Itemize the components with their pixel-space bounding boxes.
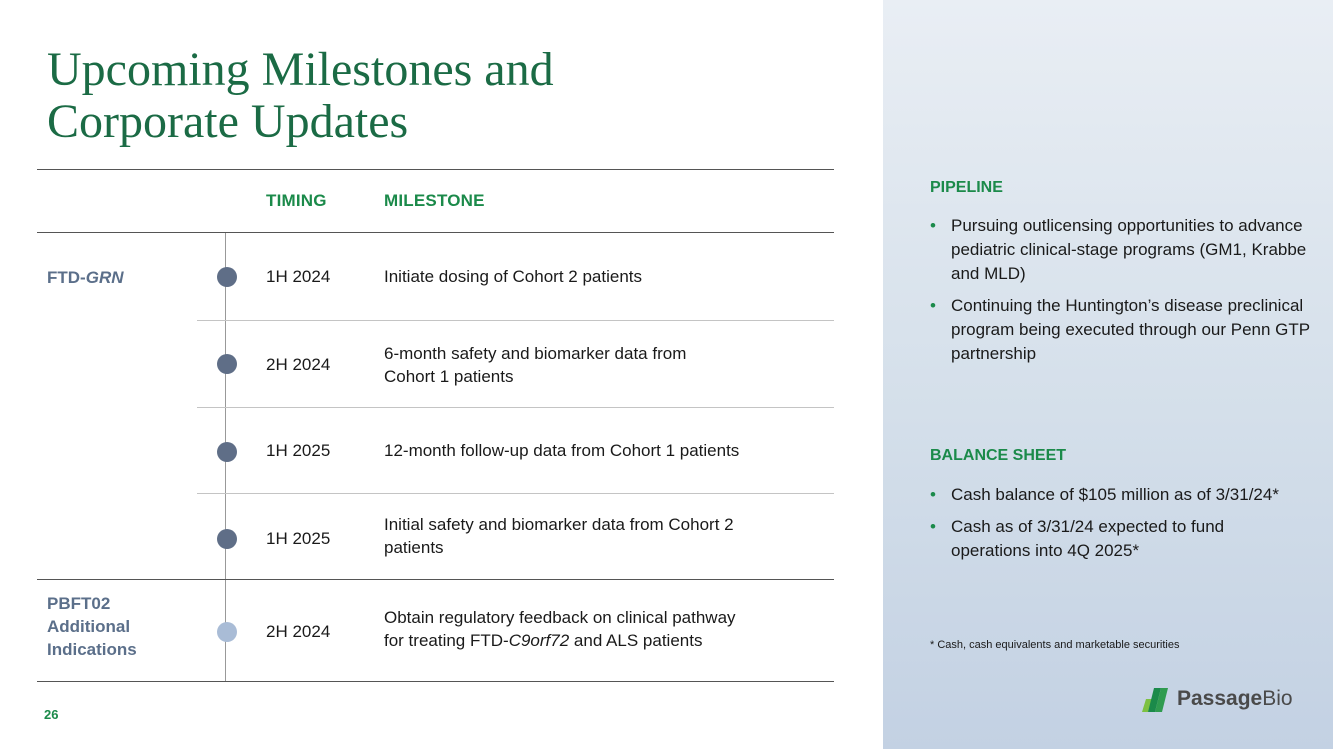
row-milestone: Initiate dosing of Cohort 2 patients	[384, 267, 642, 286]
title-line-2: Corporate Updates	[47, 95, 409, 148]
row-timing: 2H 2024	[266, 355, 331, 374]
header-milestone: MILESTONE	[384, 191, 485, 210]
table-bottom-rule	[37, 681, 834, 682]
passage-bio-logo-icon	[1141, 686, 1171, 712]
logo-word-bio: Bio	[1262, 687, 1293, 710]
group-rule	[37, 579, 834, 580]
timeline-dot	[217, 442, 237, 462]
row-milestone: Initial safety and biomarker data from Cohort 2 patients	[384, 515, 734, 557]
timeline-dot	[217, 622, 237, 642]
pipeline-bullet-list	[930, 214, 1310, 374]
header-rule	[37, 232, 834, 233]
page-title	[47, 44, 827, 148]
balance-bullet-list	[930, 483, 1290, 571]
row-timing: 2H 2024	[266, 622, 331, 641]
row-milestone: Obtain regulatory feedback on clinical pathway for treating FTD-C9orf72 and ALS patients	[384, 608, 736, 650]
row-timing: 1H 2025	[266, 529, 331, 548]
timeline-dot	[217, 267, 237, 287]
pipeline-heading: PIPELINE	[930, 179, 1003, 196]
group-label-ftd-grn: FTD-GRN	[47, 268, 124, 287]
row-timing: 1H 2024	[266, 267, 331, 286]
list-item: • Continuing the Huntington’s disease preclinical program being executed through our Penn GTP partnership	[930, 294, 1310, 366]
page-number: 26	[44, 707, 59, 722]
passage-bio-logo	[1141, 686, 1293, 712]
title-line-1: Upcoming Milestones and	[47, 43, 554, 96]
group-label-pbft02: PBFT02 Additional Indications	[47, 594, 137, 659]
timeline-dot	[217, 354, 237, 374]
timeline-dot	[217, 529, 237, 549]
row-milestone: 6-month safety and biomarker data from Cohort 1 patients	[384, 344, 687, 386]
balance-sheet-heading: BALANCE SHEET	[930, 447, 1067, 464]
list-item: • Cash as of 3/31/24 expected to fund operations into 4Q 2025*	[930, 515, 1290, 563]
footnote: * Cash, cash equivalents and marketable securities	[930, 639, 1180, 651]
list-item: • Cash balance of $105 million as of 3/31/24*	[930, 483, 1290, 507]
sidebar-panel	[883, 0, 1333, 749]
list-item: • Pursuing outlicensing opportunities to advance pediatric clinical-stage programs (GM1, Krabbe and MLD)	[930, 214, 1310, 286]
row-divider	[197, 493, 834, 494]
row-divider	[197, 407, 834, 408]
header-timing: TIMING	[266, 191, 327, 210]
row-milestone: 12-month follow-up data from Cohort 1 patients	[384, 441, 740, 460]
logo-word-passage: Passage	[1177, 687, 1263, 710]
row-timing: 1H 2025	[266, 441, 331, 460]
row-divider	[197, 320, 834, 321]
table-top-rule	[37, 169, 834, 170]
